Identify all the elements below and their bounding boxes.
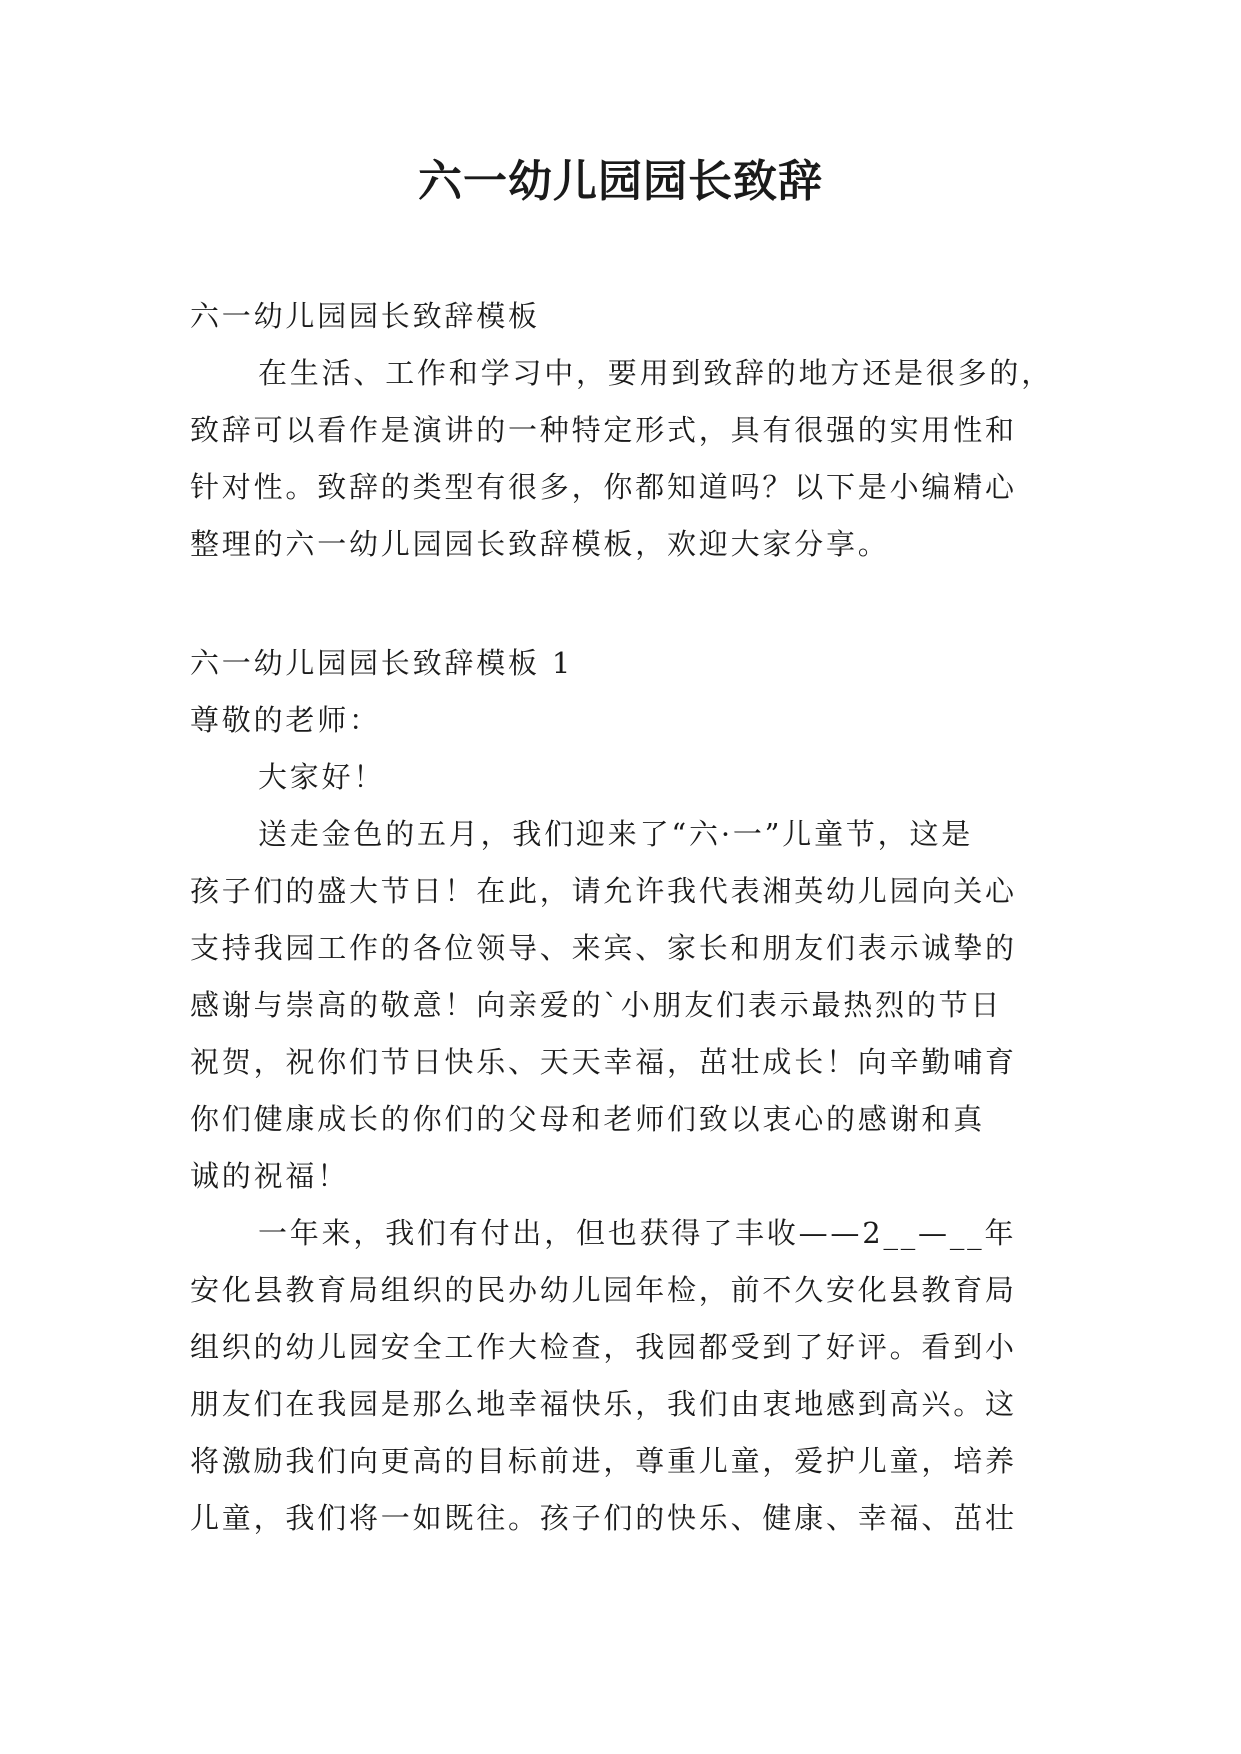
section-heading: 六一幼儿园园长致辞模板 1 xyxy=(190,646,574,680)
intro-line: 针对性。致辞的类型有很多，你都知道吗？以下是小编精心 xyxy=(190,470,1017,504)
intro-line: 致辞可以看作是演讲的一种特定形式，具有很强的实用性和 xyxy=(190,413,1017,447)
salutation: 尊敬的老师： xyxy=(190,703,381,737)
paragraph-line: 组织的幼儿园安全工作大检查，我园都受到了好评。看到小 xyxy=(190,1330,1017,1364)
paragraph-2 xyxy=(190,1205,1060,1547)
spacer xyxy=(190,573,1060,635)
document-subtitle: 六一幼儿园园长致辞模板 xyxy=(190,299,540,333)
paragraph-line: 你们健康成长的你们的父母和老师们致以衷心的感谢和真 xyxy=(190,1102,986,1136)
paragraph-1 xyxy=(190,806,1060,1205)
paragraph-line: 送走金色的五月，我们迎来了“六·一”儿童节，这是 xyxy=(258,817,974,851)
greeting: 大家好！ xyxy=(258,760,386,794)
paragraph-line: 朋友们在我园是那么地幸福快乐，我们由衷地感到高兴。这 xyxy=(190,1387,1017,1421)
intro-paragraph xyxy=(190,345,1060,573)
document-title: 六一幼儿园园长致辞 xyxy=(418,156,823,207)
paragraph-line: 孩子们的盛大节日！在此，请允许我代表湘英幼儿园向关心 xyxy=(190,874,1017,908)
intro-line: 在生活、工作和学习中，要用到致辞的地方还是很多的， xyxy=(258,356,1054,390)
document-body xyxy=(190,288,1060,1547)
paragraph-line: 感谢与崇高的敬意！向亲爱的`小朋友们表示最热烈的节日 xyxy=(190,988,1003,1022)
paragraph-line: 将激励我们向更高的目标前进，尊重儿童，爱护儿童，培养 xyxy=(190,1444,1017,1478)
paragraph-line: 安化县教育局组织的民办幼儿园年检，前不久安化县教育局 xyxy=(190,1273,1017,1307)
intro-line: 整理的六一幼儿园园长致辞模板，欢迎大家分享。 xyxy=(190,527,890,561)
paragraph-line: 一年来，我们有付出，但也获得了丰收——2__—__年 xyxy=(258,1216,1017,1250)
paragraph-line: 儿童，我们将一如既往。孩子们的快乐、健康、幸福、茁壮 xyxy=(190,1501,1017,1535)
paragraph-line: 诚的祝福！ xyxy=(190,1159,350,1193)
paragraph-line: 支持我园工作的各位领导、来宾、家长和朋友们表示诚挚的 xyxy=(190,931,1017,965)
paragraph-line: 祝贺，祝你们节日快乐、天天幸福，茁壮成长！向辛勤哺育 xyxy=(190,1045,1017,1079)
